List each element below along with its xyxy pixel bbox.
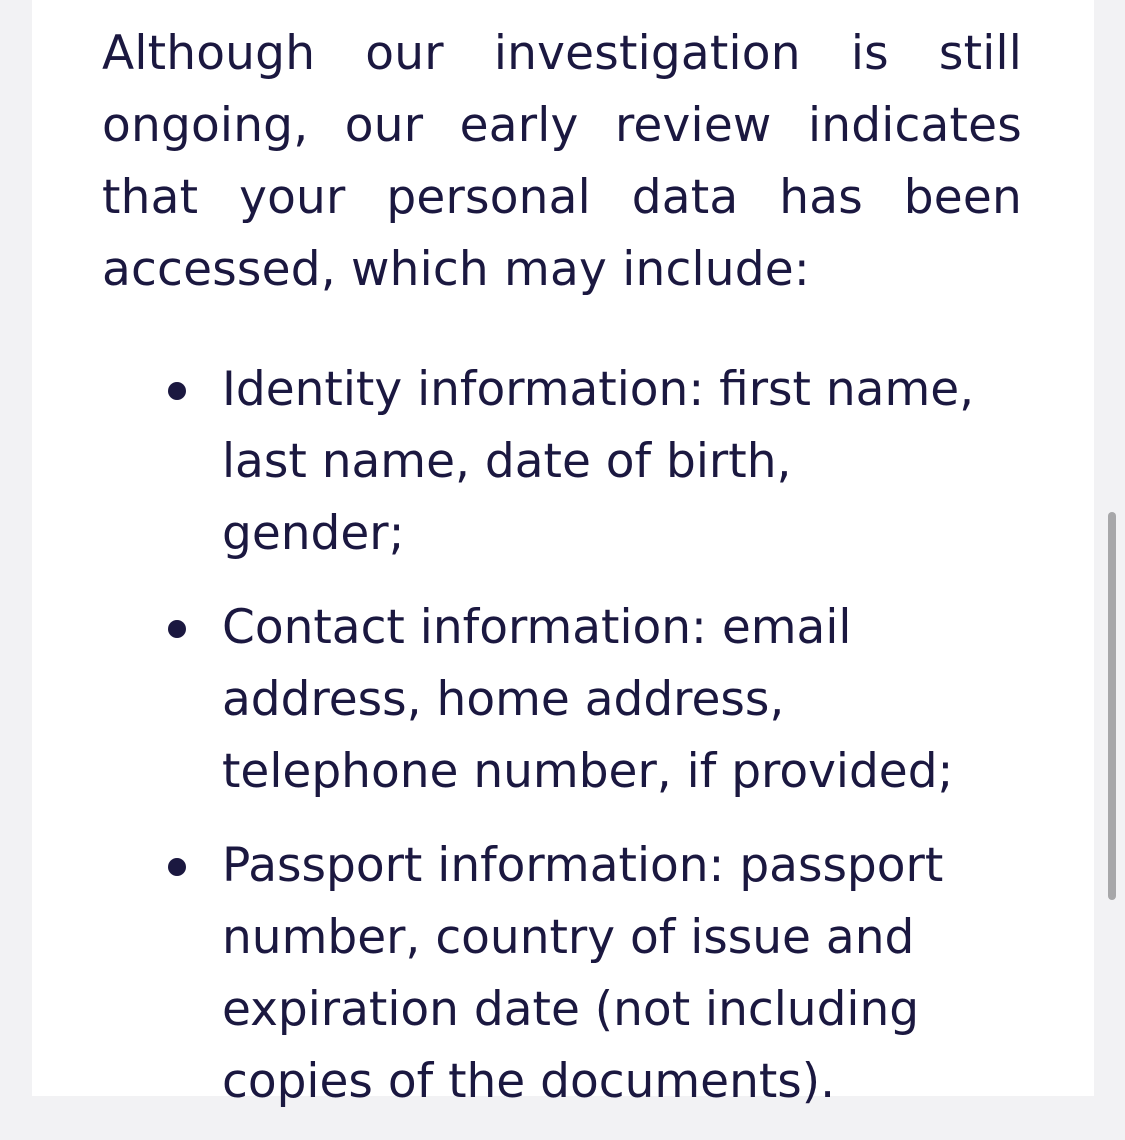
scrollbar-thumb[interactable] xyxy=(1108,512,1116,900)
list-item-text: Passport information: passport number, country of issue and expiration date (not including copies of the documents). xyxy=(222,838,944,1109)
bullet-icon xyxy=(168,858,186,876)
bullet-icon xyxy=(168,382,186,400)
list-item-passport-information xyxy=(32,830,1032,1118)
list-item-text: Identity information: first name, last name, date of birth, gender; xyxy=(222,362,975,561)
intro-paragraph: Although our investigation is still ongoing, our early review indicates that your personal data has been accessed, which may include: xyxy=(102,26,1022,297)
list-item-text: Contact information: email address, home address, telephone number, if provided; xyxy=(222,600,954,799)
list-item-identity-information xyxy=(32,354,1032,570)
compromised-data-list xyxy=(32,354,1032,1140)
bullet-icon xyxy=(168,620,186,638)
email-content-card xyxy=(32,0,1094,1109)
list-item-contact-information xyxy=(32,592,1032,808)
